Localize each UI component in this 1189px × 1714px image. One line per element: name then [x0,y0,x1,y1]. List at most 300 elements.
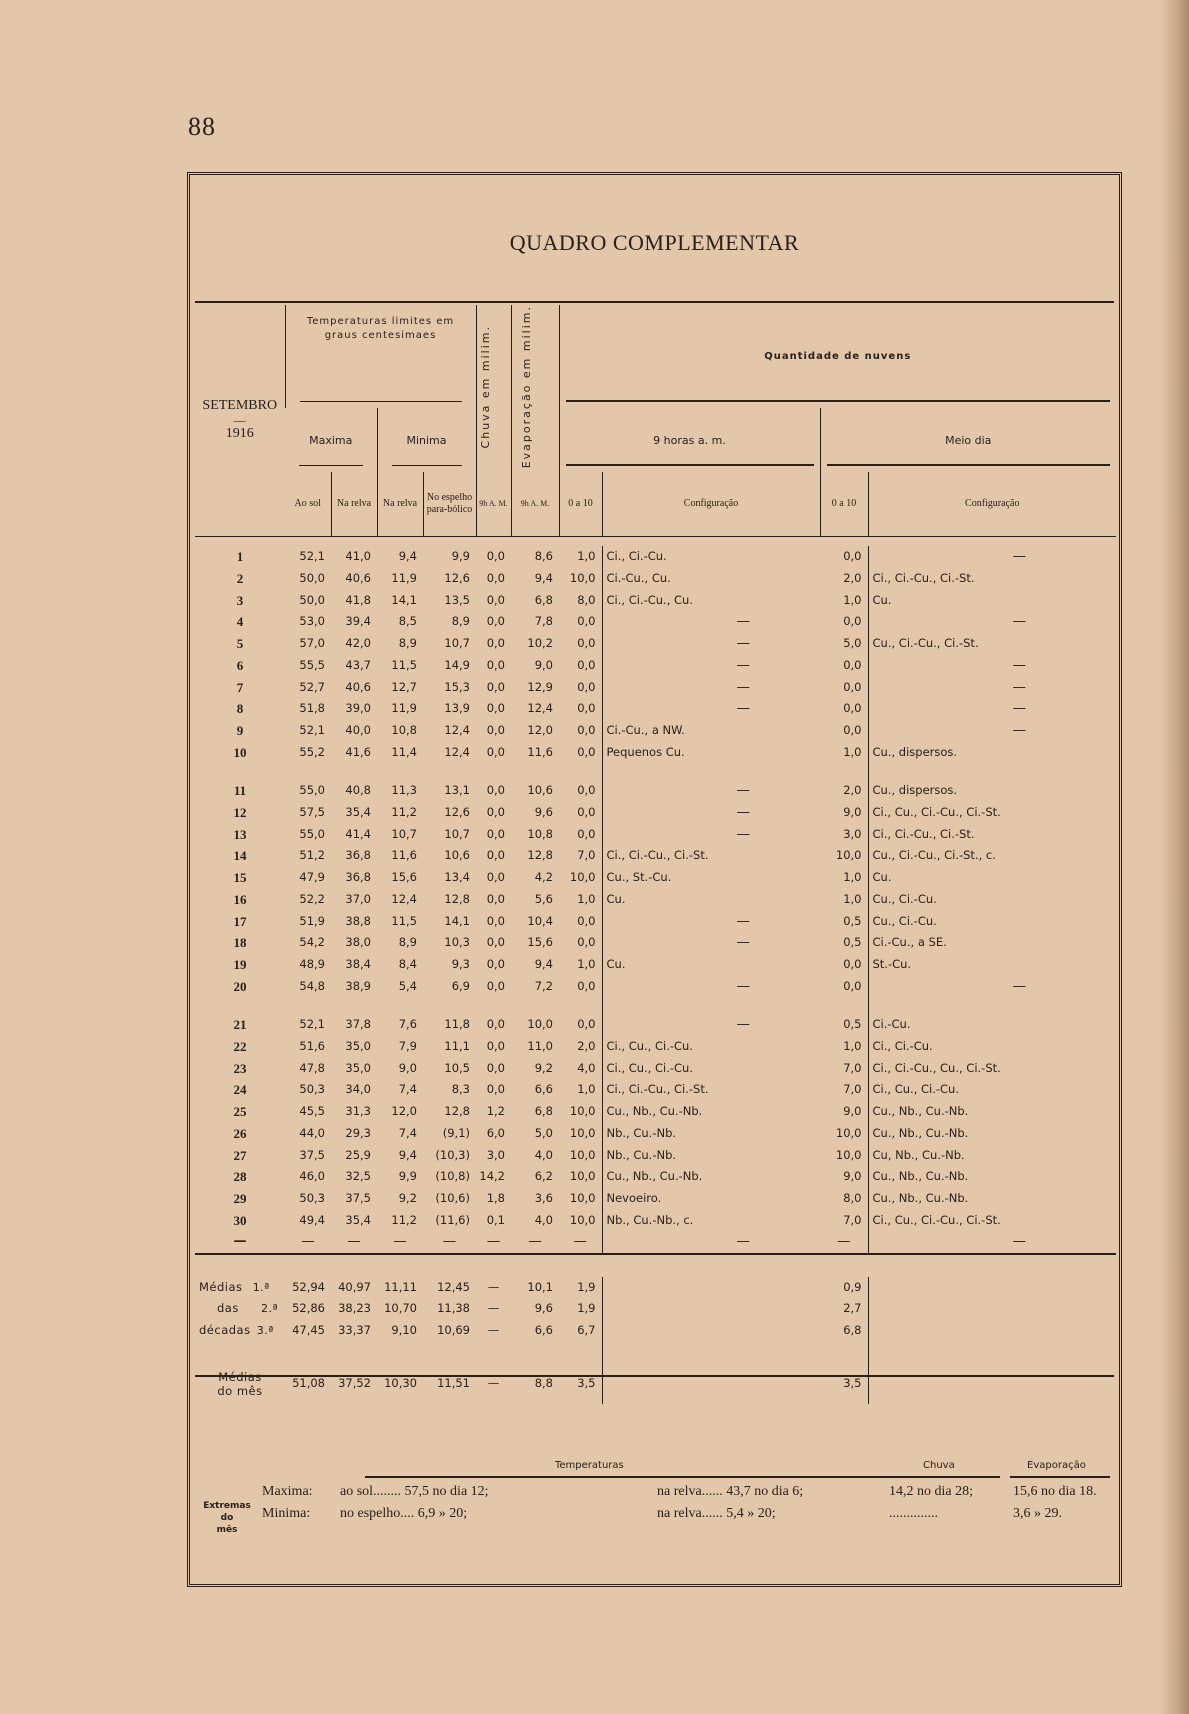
cell-day: 11 [233,783,247,799]
cell-nuvens-midday: 1,0 [843,891,862,906]
cell-ao-sol: 57,0 [299,636,325,651]
table-row [195,911,1116,933]
extremes-min-chuva: .............. [889,1506,938,1521]
cell-relva-max: 43,7 [345,657,371,672]
cell-relva-min: 11,9 [391,701,417,716]
month-avg-nuvens-midday: 3,5 [843,1375,862,1390]
cell-config-9h: Ci., Ci.-Cu., Ci.-St. [602,1079,820,1101]
month-dash: — [233,413,246,428]
decade-2-ordinal: 2.ª [261,1302,279,1316]
cell-config-9h: — [602,802,820,824]
cell-evaporacao: 9,4 [534,570,553,585]
cell-relva-max: 40,8 [345,783,371,798]
cell-relva-max: 35,4 [345,1212,371,1227]
cell-chuva: 0,0 [486,722,505,737]
cell-config-midday: Cu., Nb., Cu.-Nb. [868,1123,1116,1145]
cell-day: 7 [236,679,244,695]
cell-config-midday: Cu., Nb., Cu.-Nb. [868,1188,1116,1210]
cell-config-9h: — [602,824,820,846]
table-row [195,954,1116,976]
cell-relva-max: 31,3 [345,1104,371,1119]
cell-relva-min: 9,4 [398,1147,417,1162]
extremes-max-sol: ao sol........ 57,5 no dia 12; [340,1484,489,1499]
cell-espelho: (10,6) [435,1190,470,1205]
cell-day: 4 [236,614,244,630]
cell-ao-sol: 50,3 [299,1190,325,1205]
cell-evaporacao: 6,8 [534,1104,553,1119]
cell-ao-sol: 44,0 [299,1125,325,1140]
cell-espelho: 13,1 [444,783,470,798]
cell-nuvens-9h: 0,0 [577,744,596,759]
cell-day: 28 [233,1169,247,1185]
extremes-label [197,1500,257,1536]
cell-nuvens-9h: 8,0 [577,592,596,607]
na-relva-max-header: Na relva [331,472,377,536]
cell-config-midday: Ci., Ci.-Cu., Ci.-St. [868,568,1116,590]
table-row [195,845,1116,867]
cell-evaporacao: 4,2 [534,870,553,885]
cell-config-midday: Cu., Ci.-Cu., Ci.-St., c. [868,845,1116,867]
cell-config-midday: — [868,698,1116,720]
cell-nuvens-9h: 0,0 [577,679,596,694]
cell-config-midday: Ci., Cu., Ci.-Cu., Ci.-St. [868,802,1116,824]
table-row [195,824,1116,846]
cell-relva-min: 11,4 [391,744,417,759]
cell-ao-sol: 50,0 [299,570,325,585]
cell-chuva: — [486,1233,501,1250]
cell-relva-min: 11,5 [391,657,417,672]
cell-relva-max: 40,0 [345,722,371,737]
cell-day: 23 [233,1060,247,1076]
cell-chuva: 0,1 [486,1212,505,1227]
cell-day: 19 [233,956,247,972]
cell-evaporacao: 6,2 [534,1169,553,1184]
cell-config-midday: Cu. [868,590,1116,612]
cell-config-midday: — [868,546,1116,568]
cell-ao-sol: 51,8 [299,701,325,716]
averages-section [195,1254,1116,1403]
cell-nuvens-midday: 0,0 [843,701,862,716]
cell-relva-max: 41,4 [345,826,371,841]
decade-2-nuvens-midday: 2,7 [843,1301,862,1316]
cell-config-9h: Nb., Cu.-Nb. [602,1123,820,1145]
cell-nuvens-9h: 10,0 [569,1125,596,1140]
cell-config-9h: Nb., Cu.-Nb., c. [602,1210,820,1232]
cell-nuvens-9h: 0,0 [577,614,596,629]
cell-relva-max: 42,0 [345,636,371,651]
cell-nuvens-midday: 9,0 [843,1104,862,1119]
evaporation-header [511,305,559,472]
cell-ao-sol: 48,9 [299,956,325,971]
cell-day: 8 [236,701,244,717]
cell-ao-sol: 47,8 [299,1060,325,1075]
decade-2-relva-max: 38,23 [338,1301,371,1316]
cell-nuvens-9h: 10,0 [569,1212,596,1227]
cell-espelho: (10,8) [435,1169,470,1184]
cell-nuvens-midday: 0,0 [843,722,862,737]
daily-rows [195,546,1116,1254]
cell-nuvens-9h: 1,0 [577,956,596,971]
cell-relva-min: 10,8 [391,722,417,737]
page-number: 88 [188,112,216,141]
table-row [195,1101,1116,1123]
cell-chuva: 0,0 [486,657,505,672]
cell-nuvens-midday: 10,0 [835,848,862,863]
cell-config-9h: — [602,677,820,699]
cell-ao-sol: 49,4 [299,1212,325,1227]
cell-config-midday: St.-Cu. [868,954,1116,976]
cell-relva-min: 9,0 [398,1060,417,1075]
cell-config-9h: — [602,698,820,720]
cell-relva-max: 38,9 [345,978,371,993]
table-row [195,742,1116,764]
cell-nuvens-midday: 0,0 [843,679,862,694]
cell-chuva: 6,0 [486,1125,505,1140]
cell-config-9h: Ci., Ci.-Cu. [602,546,820,568]
config-9h-header: Configuração [602,472,820,536]
cell-nuvens-midday: 1,0 [843,744,862,759]
cell-relva-min: 8,9 [398,636,417,651]
cell-nuvens-midday: 3,0 [843,826,862,841]
cell-relva-max: 39,0 [345,701,371,716]
cell-nuvens-9h: 0,0 [577,783,596,798]
cell-espelho: 10,5 [444,1060,470,1075]
cell-espelho: 15,3 [444,679,470,694]
cell-nuvens-9h: 1,0 [577,549,596,564]
cell-config-9h: Cu., Nb., Cu.-Nb. [602,1166,820,1188]
ao-sol-header: Ao sol [294,498,321,510]
cell-nuvens-midday: 8,0 [843,1190,862,1205]
decade-1-ao-sol: 52,94 [292,1279,325,1294]
decade-3-nuvens-9h: 6,7 [577,1323,596,1338]
page-title: QUADRO COMPLEMENTAR [509,230,800,255]
cell-relva-min: 11,5 [391,913,417,928]
cell-evaporacao: 7,8 [534,614,553,629]
cell-relva-min: 11,2 [391,1212,417,1227]
cell-espelho: 8,9 [451,614,470,629]
cell-config-9h: — [602,1014,820,1036]
cell-ao-sol: 54,2 [299,935,325,950]
cell-day: 16 [233,891,247,907]
decade-1-ordinal: 1.ª [252,1280,270,1294]
cell-evaporacao: 9,0 [534,657,553,672]
cell-evaporacao: 9,4 [534,956,553,971]
cell-chuva: 1,2 [486,1104,505,1119]
cell-config-9h: Ci.-Cu., Cu. [602,568,820,590]
cell-nuvens-midday: 7,0 [843,1212,862,1227]
decade-2-ao-sol: 52,86 [292,1301,325,1316]
cell-chuva: 0,0 [486,679,505,694]
cell-relva-max: 41,8 [345,592,371,607]
cell-chuva: 0,0 [486,870,505,885]
extremes-label-1: Extremas [203,1501,251,1511]
cell-config-midday: — [868,677,1116,699]
cell-day: 5 [236,636,244,652]
cell-nuvens-9h: 0,0 [577,978,596,993]
cell-chuva: 0,0 [486,636,505,651]
cell-espelho: 11,8 [444,1017,470,1032]
cell-nuvens-9h: 0,0 [577,722,596,737]
month-average-row [195,1364,1116,1404]
cell-day: 27 [233,1147,247,1163]
cell-config-9h: Cu. [602,954,820,976]
month-avg-relva-max: 37,52 [338,1375,371,1390]
cell-config-midday: Cu., Ci.-Cu., Ci.-St. [868,633,1116,655]
title-divider [195,301,1114,303]
cell-day: 3 [236,592,244,608]
cell-ao-sol: 55,0 [299,783,325,798]
cell-chuva: 3,0 [486,1147,505,1162]
cell-chuva: 0,0 [486,592,505,607]
cell-nuvens-midday: 0,5 [843,913,862,928]
cell-config-midday: Cu., Nb., Cu.-Nb. [868,1166,1116,1188]
cell-config-midday: — [868,1231,1116,1254]
cell-chuva: 0,0 [486,1082,505,1097]
table-row [195,1145,1116,1167]
month-avg-relva-min: 10,30 [384,1375,417,1390]
decade-1-chuva: — [487,1279,500,1294]
cell-ao-sol: 51,6 [299,1039,325,1054]
cell-relva-max: 38,0 [345,935,371,950]
cell-relva-min: 12,0 [391,1104,417,1119]
cell-relva-max: 37,5 [345,1190,371,1205]
extremes-rain-underline [885,1476,1000,1478]
decade-1-nuvens-9h: 1,9 [577,1279,596,1294]
espelho-header: No espelho para-bólico [423,472,476,536]
cell-config-midday: — [868,976,1116,998]
decade-average-row [195,1320,1116,1342]
cell-chuva: 1,8 [486,1190,505,1205]
weather-table [195,305,1116,1404]
month-avg-label-2: do mês [217,1383,263,1398]
table-row [195,720,1116,742]
cell-day: 13 [233,826,247,842]
cell-evaporacao: 8,6 [534,549,553,564]
cell-evaporacao: 12,0 [527,722,553,737]
cell-chuva: 0,0 [486,935,505,950]
extremes-rain-heading: Chuva [923,1460,955,1471]
cell-espelho: 8,3 [451,1082,470,1097]
month-avg-chuva: — [487,1375,500,1390]
cell-nuvens-9h: 2,0 [577,1039,596,1054]
cell-nuvens-midday: 0,5 [843,935,862,950]
cell-ao-sol: — [301,1233,315,1250]
cell-ao-sol: 54,8 [299,978,325,993]
cell-config-9h: Nevoeiro. [602,1188,820,1210]
cell-relva-max: 37,0 [345,891,371,906]
table-row [195,932,1116,954]
table-row [195,780,1116,802]
cell-relva-max: 35,4 [345,805,371,820]
cell-espelho: 14,1 [444,913,470,928]
cell-relva-min: 15,6 [391,870,417,885]
cell-config-9h: Cu., St.-Cu. [602,867,820,889]
cell-day: 14 [233,848,247,864]
decade-average-row [195,1298,1116,1320]
cell-chuva: 14,2 [479,1169,505,1184]
cell-config-midday: — [868,655,1116,677]
cell-relva-min: 12,4 [391,891,417,906]
cell-relva-min: 12,7 [391,679,417,694]
cell-nuvens-midday: 7,0 [843,1082,862,1097]
month-avg-evap: 8,8 [534,1375,553,1390]
maxima-header: Maxima [285,408,377,472]
cell-evaporacao: 12,9 [527,679,553,694]
cell-day: 6 [236,657,244,673]
cell-day: 18 [233,935,247,951]
cell-nuvens-midday: 10,0 [835,1125,862,1140]
cell-ao-sol: 51,9 [299,913,325,928]
cell-chuva: 0,0 [486,549,505,564]
cell-evaporacao: — [528,1233,542,1250]
cell-chuva: 0,0 [486,826,505,841]
table-row [195,546,1116,568]
cell-evaporacao: 5,0 [534,1125,553,1140]
cell-config-midday: Ci., Cu., Ci.-Cu. [868,1079,1116,1101]
page-edge [1159,0,1189,1714]
cell-day: 25 [233,1104,247,1120]
decade-1-espelho: 12,45 [437,1279,470,1294]
cell-day: 29 [233,1190,247,1206]
cell-day: 24 [233,1082,247,1098]
cell-espelho: 10,7 [444,636,470,651]
extremes-section [195,1420,1114,1540]
cell-ao-sol: 52,1 [299,1017,325,1032]
cell-espelho: 12,4 [444,744,470,759]
cell-espelho: 13,9 [444,701,470,716]
cell-chuva: 0,0 [486,570,505,585]
cell-config-midday: Cu., Nb., Cu.-Nb. [868,1101,1116,1123]
cell-espelho: 12,6 [444,805,470,820]
cell-day: 9 [236,722,244,738]
extremes-label-2: do [220,1513,234,1523]
table-row [195,1166,1116,1188]
cell-config-midday: — [868,720,1116,742]
cell-relva-max: 36,8 [345,848,371,863]
cell-espelho: 9,3 [451,956,470,971]
cell-nuvens-9h: 7,0 [577,848,596,863]
cell-config-9h: — [602,633,820,655]
table-row [195,1079,1116,1101]
cell-ao-sol: 50,3 [299,1082,325,1097]
cell-relva-max: 41,0 [345,549,371,564]
cell-espelho: 12,8 [444,1104,470,1119]
cell-config-9h: — [602,976,820,998]
cell-evaporacao: 12,4 [527,701,553,716]
cell-espelho: 13,5 [444,592,470,607]
cell-config-midday: Cu., dispersos. [868,780,1116,802]
cell-relva-max: 32,5 [345,1169,371,1184]
cell-config-midday: — [868,611,1116,633]
cell-nuvens-9h: 0,0 [577,826,596,841]
cell-evaporacao: 4,0 [534,1212,553,1227]
decade-2-chuva: — [487,1301,500,1316]
cell-nuvens-9h: 10,0 [569,570,596,585]
table-row [195,802,1116,824]
cell-chuva: 0,0 [486,848,505,863]
cell-nuvens-midday: 0,0 [843,657,862,672]
cell-config-midday: Cu., dispersos. [868,742,1116,764]
cell-nuvens-9h: 1,0 [577,1082,596,1097]
cell-relva-max: 29,3 [345,1125,371,1140]
cell-nuvens-midday: 10,0 [835,1147,862,1162]
cell-nuvens-midday: 7,0 [843,1060,862,1075]
cell-evaporacao: 11,6 [527,744,553,759]
decade-2-relva-min: 10,70 [384,1301,417,1316]
cell-config-9h: Cu., Nb., Cu.-Nb. [602,1101,820,1123]
cell-day: 20 [233,978,247,994]
cell-ao-sol: 50,0 [299,592,325,607]
cell-day: 30 [233,1212,247,1228]
scale-midday-header: 0 a 10 [820,472,868,536]
cell-ao-sol: 51,2 [299,848,325,863]
cell-chuva: 0,0 [486,614,505,629]
cell-espelho: 13,4 [444,870,470,885]
decade-avg-label-2: das [217,1301,239,1316]
cell-chuva: 0,0 [486,913,505,928]
decade-3-ao-sol: 47,45 [292,1323,325,1338]
cell-evaporacao: 12,8 [527,848,553,863]
cell-evaporacao: 9,2 [534,1060,553,1075]
cell-ao-sol: 37,5 [299,1147,325,1162]
cell-nuvens-9h: 10,0 [569,1147,596,1162]
cell-config-9h: Ci., Cu., Ci.-Cu. [602,1058,820,1080]
cell-nuvens-midday: 9,0 [843,1169,862,1184]
cell-relva-min: 7,4 [398,1082,417,1097]
cell-espelho: (10,3) [435,1147,470,1162]
month-header [195,305,285,536]
month-label: SETEMBRO [202,398,278,414]
cell-evaporacao: 10,2 [527,636,553,651]
cell-evaporacao: 4,0 [534,1147,553,1162]
month-avg-ao-sol: 51,08 [292,1375,325,1390]
cell-nuvens-midday: 0,5 [843,1017,862,1032]
cell-evaporacao: 10,4 [527,913,553,928]
cell-espelho: 10,3 [444,935,470,950]
cell-evaporacao: 10,6 [527,783,553,798]
extremes-max-evap: 15,6 no dia 18. [1013,1484,1097,1499]
year-label: 1916 [225,426,254,442]
table-row [195,633,1116,655]
cell-ao-sol: 55,5 [299,657,325,672]
cell-config-9h: — [602,611,820,633]
cell-config-9h: Ci., Ci.-Cu., Ci.-St. [602,845,820,867]
cell-evaporacao: 15,6 [527,935,553,950]
cell-ao-sol: 45,5 [299,1104,325,1119]
cell-nuvens-9h: 0,0 [577,1017,596,1032]
cell-chuva: 0,0 [486,1039,505,1054]
extremes-min-evap: 3,6 » 29. [1013,1506,1062,1521]
cell-relva-min: 9,9 [398,1169,417,1184]
cell-nuvens-midday: 0,0 [843,956,862,971]
cell-relva-min: 14,1 [391,592,417,607]
extremes-max-relva: na relva...... 43,7 no dia 6; [657,1484,804,1499]
cell-nuvens-9h: 10,0 [569,1169,596,1184]
cell-nuvens-9h: 4,0 [577,1060,596,1075]
cell-nuvens-9h: — [573,1233,587,1250]
cell-relva-max: 40,6 [345,679,371,694]
evaporation-label: Evaporação em milim. [520,305,533,469]
extremes-min-relva: na relva...... 5,4 » 20; [657,1506,776,1521]
extremes-evap-underline [1010,1476,1110,1478]
decade-3-chuva: — [487,1323,500,1338]
cell-relva-min: 10,7 [391,826,417,841]
decade-1-evap: 10,1 [527,1279,553,1294]
cell-chuva: 0,0 [486,1060,505,1075]
cell-relva-max: 25,9 [345,1147,371,1162]
cell-nuvens-midday: 0,0 [843,978,862,993]
table-row [195,1231,1116,1254]
